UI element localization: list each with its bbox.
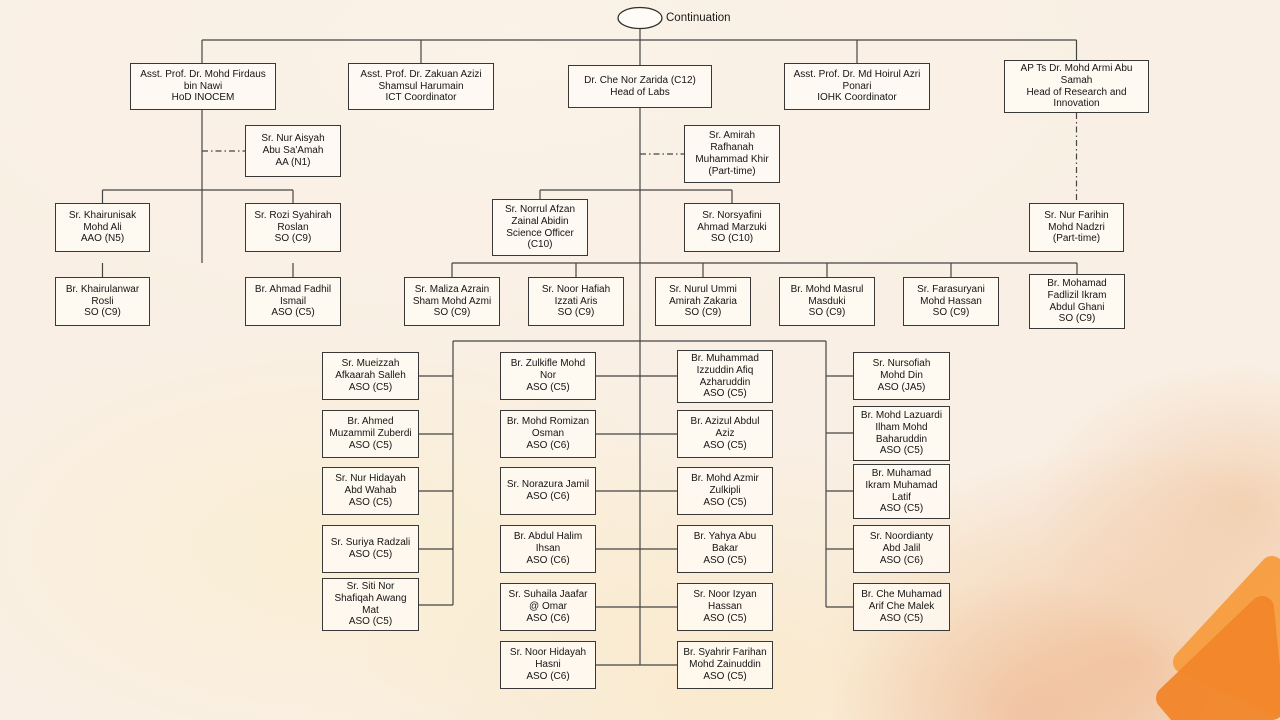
org-box-text-line: Br. Muhammad bbox=[691, 352, 759, 364]
org-box-text-line: Aziz bbox=[715, 428, 735, 440]
org-box-text-line: ASO (C6) bbox=[879, 554, 924, 566]
org-box-suriya-radzali bbox=[322, 525, 419, 573]
org-box-text-line: Sr. Siti Nor bbox=[346, 580, 395, 592]
org-box-text-line: Sr. Nur Farihin bbox=[1044, 209, 1109, 221]
org-box-text-line: ASO (C5) bbox=[348, 549, 393, 560]
org-box-text-line: Sr. Rozi Syahirah bbox=[254, 209, 332, 221]
org-box-yahya bbox=[677, 525, 773, 573]
org-box-text-line: Sr. Noordianty bbox=[869, 531, 934, 543]
org-box-norsyafini bbox=[684, 203, 780, 252]
org-box-text-line: Mohd Hassan bbox=[920, 295, 982, 307]
org-box-text-line: Sr. Norsyafini bbox=[702, 209, 762, 221]
org-box-text-line: Br. Ahmad Fadhil bbox=[254, 283, 332, 295]
org-box-text-line: IOHK Coordinator bbox=[817, 92, 897, 104]
org-box-text-line: Sr. Nursofiah bbox=[872, 358, 931, 370]
org-box-text-line: ASO (C5) bbox=[703, 554, 747, 566]
org-box-text-line: Br. Khairulanwar bbox=[65, 283, 140, 295]
org-box-ahmed-muzammil bbox=[322, 410, 419, 458]
org-box-text-line: ASO (C5) bbox=[348, 439, 393, 451]
org-box-text-line: Br. Ahmed bbox=[347, 416, 394, 428]
org-box-farasuryani bbox=[903, 277, 999, 326]
org-box-text-line: Science Officer bbox=[506, 227, 574, 239]
org-box-text-line: Br. Abdul Halim bbox=[513, 531, 583, 543]
org-box-abdul-halim bbox=[500, 525, 596, 573]
org-box-muhammad-izzuddin bbox=[677, 350, 773, 403]
org-box-text-line: ASO (C5) bbox=[703, 612, 747, 624]
org-box-text-line: Amirah Zakaria bbox=[669, 295, 737, 307]
org-box-mohd-romizan bbox=[500, 410, 596, 458]
org-box-text-line: ASO (C5) bbox=[879, 612, 924, 624]
org-box-text-line: Sr. Norrul Afzan bbox=[504, 203, 576, 215]
org-box-nursofiah bbox=[853, 352, 950, 400]
org-box-text-line: Sham Mohd Azmi bbox=[412, 295, 492, 307]
org-box-text-line: AP Ts Dr. Mohd Armi Abu bbox=[1020, 62, 1133, 74]
org-box-head-research-innovation bbox=[1004, 60, 1149, 113]
org-box-mohamad-fadlizil bbox=[1029, 274, 1125, 329]
org-box-text-line: ASO (C5) bbox=[348, 381, 393, 393]
org-box-mueizzah bbox=[322, 352, 419, 400]
org-box-text-line: Izzuddin Afiq bbox=[696, 364, 754, 376]
org-box-text-line: Head of Research and bbox=[1026, 86, 1127, 98]
org-box-text-line: Sr. Amirah bbox=[708, 130, 756, 142]
org-box-text-line: ASO (C5) bbox=[348, 616, 393, 628]
org-box-text-line: Hasni bbox=[535, 659, 561, 671]
org-box-text-line: bin Nawi bbox=[183, 80, 223, 92]
org-box-text-line: ASO (C5) bbox=[879, 445, 924, 457]
org-box-nur-hidayah-wahab bbox=[322, 467, 419, 515]
org-box-text-line: Sr. Farasuryani bbox=[917, 283, 985, 295]
org-box-ahmad-fadhil bbox=[245, 277, 341, 326]
org-box-text-line: Muhammad Khir bbox=[695, 154, 769, 165]
org-box-text-line: Br. Syahrir Farihan bbox=[683, 647, 767, 659]
org-box-text-line: Sr. Nurul Ummi bbox=[669, 283, 737, 295]
org-box-text-line: Roslan bbox=[277, 221, 309, 233]
org-box-hod-inocem bbox=[130, 63, 276, 110]
org-box-text-line: Ismail bbox=[279, 295, 307, 307]
org-box-text-line: Shamsul Harumain bbox=[378, 80, 464, 92]
org-box-text-line: Osman bbox=[531, 428, 565, 440]
org-box-text-line: Sr. Suriya Radzali bbox=[330, 537, 411, 549]
org-box-text-line: Br. Azizul Abdul bbox=[690, 416, 760, 428]
org-box-text-line: Dr. Che Nor Zarida (C12) bbox=[584, 74, 696, 86]
org-box-text-line: Abu Sa'Amah bbox=[262, 145, 324, 157]
org-box-ict-coordinator bbox=[348, 63, 494, 110]
org-box-text-line: Sr. Maliza Azrain bbox=[414, 283, 490, 295]
org-box-maliza-azrain bbox=[404, 277, 500, 326]
org-box-text-line: Sr. Noor Hafiah bbox=[541, 283, 611, 295]
org-box-text-line: Br. Mohd Lazuardi bbox=[860, 409, 943, 421]
org-box-text-line: Masduki bbox=[808, 295, 846, 307]
org-box-text-line: Shafiqah Awang bbox=[334, 592, 407, 604]
org-box-text-line: Br. Mohd Azmir bbox=[691, 473, 759, 485]
org-box-text-line: SO (C9) bbox=[433, 307, 471, 319]
org-box-text-line: SO (C9) bbox=[684, 307, 722, 319]
org-box-text-line: Abd Jalil bbox=[882, 543, 921, 555]
org-box-noordianty bbox=[853, 525, 950, 573]
org-box-iohk-coordinator bbox=[784, 63, 930, 110]
org-box-text-line: Mat bbox=[362, 604, 379, 616]
org-box-text-line: Sr. Nur Aisyah bbox=[261, 133, 325, 145]
org-box-amirah-rafhanah bbox=[684, 125, 780, 183]
org-box-text-line: Br. Mohamad bbox=[1047, 277, 1107, 289]
org-box-siti-nor-shafiqah bbox=[322, 578, 419, 631]
org-box-text-line: Hassan bbox=[708, 601, 742, 613]
org-box-text-line: Asst. Prof. Dr. Md Hoirul Azri bbox=[793, 68, 921, 80]
org-box-text-line: Arif Che Malek bbox=[868, 601, 935, 613]
org-box-text-line: Asst. Prof. Dr. Mohd Firdaus bbox=[140, 68, 266, 80]
org-box-text-line: SO (C9) bbox=[932, 307, 970, 319]
org-box-text-line: (Part-time) bbox=[1052, 233, 1101, 245]
org-box-text-line: Mohd Nadzri bbox=[1048, 221, 1105, 233]
org-box-text-line: ASO (C6) bbox=[526, 670, 570, 682]
org-box-text-line: ICT Coordinator bbox=[385, 92, 457, 104]
org-box-text-line: Rafhanah bbox=[710, 142, 754, 154]
org-box-text-line: SO (C9) bbox=[274, 233, 312, 245]
org-box-text-line: Ikram Muhamad bbox=[865, 479, 938, 491]
org-box-text-line: ASO (C5) bbox=[271, 307, 315, 319]
continuation-label: Continuation bbox=[666, 12, 731, 24]
org-box-text-line: Head of Labs bbox=[610, 86, 670, 98]
org-box-text-line: Mohd Ali bbox=[83, 221, 122, 233]
org-box-text-line: SO (C9) bbox=[84, 307, 121, 319]
org-box-text-line: ASO (C5) bbox=[879, 503, 924, 515]
org-box-text-line: Zainal Abidin bbox=[511, 215, 569, 227]
org-box-text-line: SO (C9) bbox=[557, 307, 595, 319]
org-box-text-line: Sr. Noor Hidayah bbox=[509, 647, 587, 659]
org-box-text-line: Br. Che Muhamad bbox=[861, 589, 942, 601]
org-box-text-line: Ilham Mohd bbox=[875, 421, 928, 433]
org-box-text-line: SO (C9) bbox=[808, 307, 846, 319]
org-box-norrul-afzan bbox=[492, 199, 588, 256]
org-box-text-line: ASO (C6) bbox=[526, 491, 570, 502]
org-box-text-line: Sr. Suhaila Jaafar bbox=[508, 589, 588, 601]
org-box-text-line: ASO (C5) bbox=[703, 439, 747, 451]
org-box-text-line: Ahmad Marzuki bbox=[697, 221, 767, 233]
org-box-text-line: Zulkipli bbox=[709, 485, 741, 497]
org-box-text-line: Nor bbox=[539, 370, 557, 382]
org-box-text-line: Sr. Norazura Jamil bbox=[506, 479, 590, 491]
org-box-norazura bbox=[500, 467, 596, 515]
org-box-text-line: Izzati Aris bbox=[554, 295, 598, 307]
org-box-text-line: Sr. Mueizzah bbox=[341, 358, 400, 370]
org-box-text-line: Asst. Prof. Dr. Zakuan Azizi bbox=[360, 68, 482, 80]
org-box-text-line: Innovation bbox=[1053, 98, 1100, 110]
org-box-text-line: ASO (C5) bbox=[703, 670, 747, 682]
org-box-khairunisak bbox=[55, 203, 150, 252]
org-box-mohd-lazuardi bbox=[853, 406, 950, 461]
org-box-text-line: AA (N1) bbox=[275, 156, 311, 168]
org-box-text-line: Abdul Ghani bbox=[1049, 301, 1105, 313]
org-box-suhaila-jaafar bbox=[500, 583, 596, 631]
org-box-text-line: @ Omar bbox=[529, 601, 567, 613]
org-box-text-line: ASO (C5) bbox=[703, 388, 747, 400]
org-box-text-line: Br. Zulkifle Mohd bbox=[510, 358, 586, 370]
org-box-text-line: ASO (C6) bbox=[526, 612, 570, 624]
org-box-text-line: (C10) bbox=[527, 239, 553, 251]
org-box-text-line: Br. Yahya Abu bbox=[693, 531, 757, 543]
org-box-zulkifle bbox=[500, 352, 596, 400]
org-box-noor-hafiah bbox=[528, 277, 624, 326]
org-box-text-line: ASO (C5) bbox=[348, 496, 393, 508]
org-box-che-muhamad bbox=[853, 583, 950, 631]
org-box-noor-izyan bbox=[677, 583, 773, 631]
org-box-text-line: Ponari bbox=[842, 80, 872, 92]
org-box-text-line: Samah bbox=[1060, 74, 1093, 86]
org-box-text-line: ASO (C5) bbox=[703, 496, 747, 508]
org-box-text-line: ASO (C6) bbox=[526, 439, 570, 451]
org-box-text-line: Br. Mohd Masrul bbox=[790, 283, 864, 295]
org-box-text-line: Bakar bbox=[711, 543, 739, 555]
org-box-rozi-syahirah bbox=[245, 203, 341, 252]
org-box-syahrir-farihan bbox=[677, 641, 773, 689]
org-box-khairulanwar bbox=[55, 277, 150, 326]
org-box-text-line: ASO (JA5) bbox=[877, 381, 926, 393]
org-box-text-line: Latif bbox=[892, 491, 911, 503]
org-box-nurul-ummi bbox=[655, 277, 751, 326]
org-box-text-line: Azharuddin bbox=[699, 376, 751, 388]
org-box-text-line: SO (C9) bbox=[1058, 313, 1096, 325]
org-box-text-line: SO (C10) bbox=[710, 233, 754, 245]
org-box-text-line: Afkaarah Salleh bbox=[335, 370, 406, 382]
org-box-mohd-azmir bbox=[677, 467, 773, 515]
org-box-noor-hidayah-hasni bbox=[500, 641, 596, 689]
org-box-text-line: Mohd Zainuddin bbox=[689, 659, 761, 671]
continuation-connector-ellipse bbox=[618, 8, 662, 29]
org-box-text-line: (Part-time) bbox=[708, 165, 756, 177]
org-box-text-line: ASO (C6) bbox=[526, 554, 570, 566]
org-box-text-line: HoD INOCEM bbox=[171, 92, 235, 104]
org-box-text-line: Sr. Nur Hidayah bbox=[335, 473, 406, 485]
org-box-text-line: Ihsan bbox=[535, 543, 561, 555]
org-box-text-line: ASO (C5) bbox=[526, 381, 570, 393]
org-box-text-line: Br. Mohd Romizan bbox=[506, 416, 590, 428]
org-box-text-line: Br. Muhamad bbox=[871, 467, 932, 479]
org-box-text-line: Sr. Noor Izyan bbox=[693, 589, 757, 601]
org-box-nur-farihin bbox=[1029, 203, 1124, 252]
org-box-head-of-labs bbox=[568, 65, 712, 108]
org-box-text-line: Mohd Din bbox=[880, 370, 923, 382]
org-box-text-line: Muzammil Zuberdi bbox=[329, 428, 412, 440]
org-box-text-line: Abd Wahab bbox=[344, 485, 397, 497]
org-box-azizul bbox=[677, 410, 773, 458]
org-box-nur-aisyah bbox=[245, 125, 341, 177]
org-box-mohd-masrul bbox=[779, 277, 875, 326]
org-box-text-line: Sr. Khairunisak bbox=[68, 209, 137, 221]
org-box-muhamad-ikram bbox=[853, 464, 950, 519]
org-box-text-line: AAO (N5) bbox=[80, 233, 125, 245]
org-box-text-line: Fadlizil Ikram bbox=[1047, 289, 1107, 301]
org-box-text-line: Baharuddin bbox=[875, 433, 928, 445]
org-box-text-line: Rosli bbox=[91, 295, 114, 307]
